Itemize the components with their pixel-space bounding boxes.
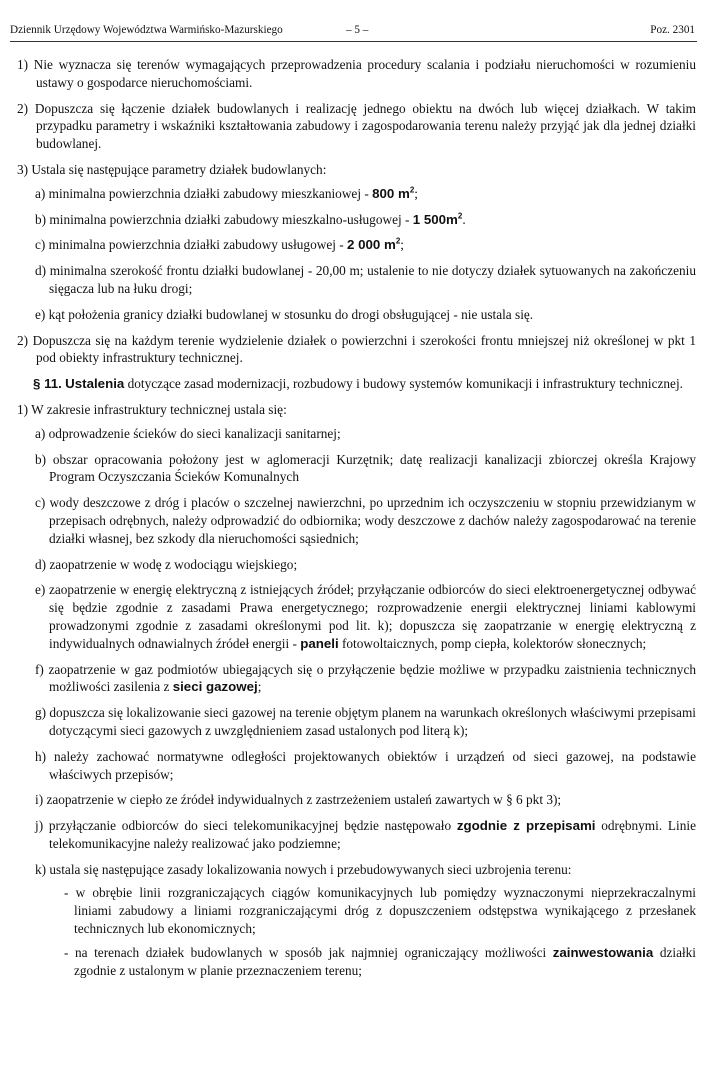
item-3b-text: . [462, 211, 466, 227]
item-1k-dash-2-text: - na terenach działek budowlanych w sposób jak najmniej ograniczający możliwości [64, 944, 553, 960]
item-2-infrastructure [10, 332, 696, 368]
item-1k-text: k) ustala się następujące zasady lokalizowania nowych i przebudowywanych sieci uzbrojenia terenu: [35, 861, 572, 877]
position-number: Poz. 2301 [650, 24, 695, 36]
item-1-areas-text: 1) Nie wyznacza się terenów wymagających przeprowadzenia procedury scalania i podziału nieruchomości w rozumieniu ustawy o gospodarce nieruchomościami. [17, 57, 696, 90]
item-3-parameters-text: 3) Ustala się następujące parametry działek budowlanych: [17, 161, 327, 177]
item-1e-text: e) zaopatrzenie w energię elektryczną z istniejących źródeł; przyłączanie odbiorców do sieci elektroenergetycznej odbywać się będzie zgodnie z zasadami Prawa energetycznego; rozprowadzenie energii elektrycznej liniami kablowymi prowadzonymi zgodnie z zasadami określonymi pod lit. k); dopuszcza się zaopatrzanie w energię elektryczną z indywidualnych odnawialnych źródeł energii - [35, 582, 696, 651]
page-header [10, 22, 697, 38]
item-1g [10, 704, 696, 740]
item-3b [10, 211, 696, 229]
item-1k-dash-2 [10, 944, 696, 980]
item-1f-text: f) zaopatrzenie w gaz podmiotów ubiegających się o przyłączenie będzie możliwe w przypadku zaistnienia technicznych możliwości zasilenia z [35, 661, 696, 695]
item-1h [10, 748, 696, 784]
section-11-text: dotyczące zasad modernizacji, rozbudowy i budowy systemów komunikacji i infrastruktury technicznej. [124, 376, 683, 392]
item-3d-text: d) minimalna szerokość frontu działki budowlanej - 20,00 m; ustalenie to nie dotyczy działek sytuowanych na zakończeniu sięgacza lub na łuku drogi; [35, 263, 696, 296]
section-11 [10, 375, 696, 393]
item-1e [10, 581, 696, 652]
section-11-text: Ustalenia [65, 376, 125, 392]
item-3a [10, 185, 696, 203]
item-1j-text: zgodnie z przepisami [456, 818, 596, 834]
item-1a-text: a) odprowadzenie ścieków do sieci kanalizacji sanitarnej; [35, 425, 341, 441]
item-1e-text: fotowoltaicznych, pomp ciepła, kolektorów słonecznych; [338, 635, 647, 651]
item-1-areas [10, 56, 696, 92]
item-1k-dash-1 [10, 884, 696, 937]
item-1-technical [10, 401, 696, 419]
page-number: – 5 – [346, 24, 369, 36]
item-2-merge [10, 100, 696, 153]
item-3c-text: ; [400, 237, 404, 253]
item-1i-text: i) zaopatrzenie w ciepło ze źródeł indywidualnych z zastrzeżeniem ustaleń zawartych w § 6 pkt 3); [35, 792, 562, 808]
item-3d [10, 262, 696, 298]
item-1b-text: b) obszar opracowania położony jest w aglomeracji Kurzętnik; datę realizacji kanalizacji zbiorczej określa Krajowy Program Oczyszczania Ścieków Komunalnych [35, 451, 696, 485]
section-11-text: § 11. [33, 376, 62, 392]
item-1f-text: sieci gazowej [172, 679, 258, 695]
item-1j [10, 817, 696, 853]
item-1h-text: h) należy zachować normatywne odległości projektowanych obiektów i urządzeń od sieci gazowej, na podstawie właściwych przepisów; [35, 748, 696, 782]
journal-title: Dziennik Urzędowy Województwa Warmińsko-Mazurskiego [10, 24, 283, 36]
item-1j-text: odrębnymi. Linie telekomunikacyjne należy realizować jako podziemne; [49, 818, 696, 851]
item-3b-text: b) minimalna powierzchnia działki zabudowy mieszkalno-usługowej - [35, 211, 413, 227]
item-1-technical-text: 1) W zakresie infrastruktury technicznej ustala się: [17, 401, 287, 417]
item-1k-dash-1-text: - w obrębie linii rozgraniczających ciągów komunikacyjnych lub pomiędzy wyznaczonymi nieprzekraczalnymi liniami zabudowy a liniami rozgraniczającymi dróg z dopuszczeniem odstępstwa wynikającego z przesłanek technicznych lub ekonomicznych; [64, 885, 696, 937]
item-3a-text: a) minimalna powierzchnia działki zabudowy mieszkaniowej - [35, 185, 373, 201]
item-1a [10, 425, 696, 443]
item-1b [10, 451, 696, 487]
item-1f-text: ; [257, 679, 262, 695]
item-1k-dash-2-text: działki zgodnie z ustalonym w planie przeznaczeniem terenu; [74, 944, 697, 978]
item-3b-text: 1 500m [412, 211, 458, 227]
item-1k [10, 861, 696, 879]
item-1e-text: paneli [300, 635, 339, 651]
item-3a-text: ; [414, 185, 418, 201]
item-3a-text: 2 [409, 185, 415, 195]
header-rule [10, 41, 697, 42]
item-3e-text: e) kąt położenia granicy działki budowlanej w stosunku do drogi obsługującej - nie ustala się. [35, 306, 534, 322]
item-1g-text: g) dopuszcza się lokalizowanie sieci gazowej na terenie objętym planem na warunkach określonych właściwymi przepisami dotyczącymi sieci gazowych z uwzględnieniem zasad ustalonych pod literą k); [35, 705, 696, 738]
item-1f [10, 661, 696, 697]
item-3c [10, 236, 696, 254]
item-1c-text: c) wody deszczowe z dróg i placów o szczelnej nawierzchni, po uprzednim ich oczyszczeniu w stopniu przewidzianym w przepisach odrębnych, należy odprowadzić do odbiornika; wody deszczowe z dachów należy zagospodarować na terenie działki własnej, bez szkody dla nieruchomości sąsiednich; [35, 495, 696, 546]
item-3b-text: 2 [457, 211, 463, 221]
item-2-infrastructure-text: 2) Dopuszcza się na każdym terenie wydzielenie działek o powierzchni i szerokości frontu mniejszej niż określonej w pkt 1 pod obiekty infrastruktury technicznej. [17, 332, 696, 366]
item-2-merge-text: 2) Dopuszcza się łączenie działek budowlanych i realizację jednego obiektu na dwóch lub więcej działkach. W takim przypadku parametry i wskaźniki kształtowania zabudowy i zagospodarowania terenu należy przyjąć jak dla jednej działki budowlanej. [17, 100, 696, 152]
item-3c-text: c) minimalna powierzchnia działki zabudowy usługowej - [35, 237, 348, 253]
item-1d-text: d) zaopatrzenie w wodę z wodociągu wiejskiego; [35, 556, 298, 572]
item-3c-text: 2 [395, 236, 401, 246]
item-1d [10, 556, 696, 574]
item-3e [10, 306, 696, 324]
item-1i [10, 791, 696, 809]
item-1c [10, 494, 696, 547]
item-1j-text: j) przyłączanie odbiorców do sieci telekomunikacyjnej będzie następowało [35, 818, 457, 834]
item-3-parameters [10, 161, 696, 179]
item-1k-dash-2-text: zainwestowania [552, 944, 654, 960]
item-3c-text: 2 000 m [347, 237, 396, 253]
document-body [10, 56, 696, 987]
item-3a-text: 800 m [372, 185, 410, 201]
